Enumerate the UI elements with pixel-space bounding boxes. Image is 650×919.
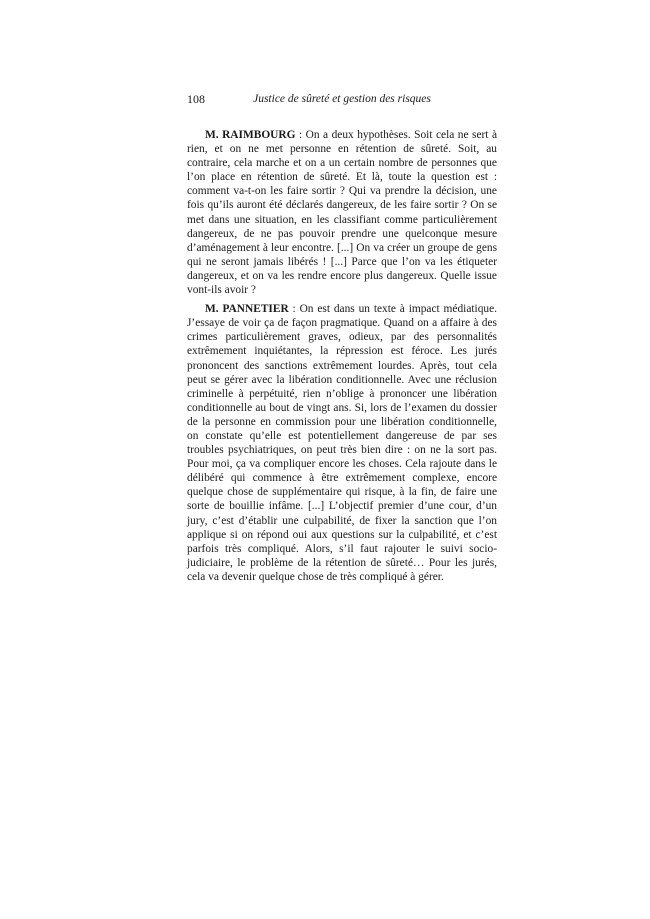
paragraph-raimbourg [187, 128, 497, 297]
paragraph-text: : On a deux hypothèses. Soit cela ne sert à rien, et on ne met personne en rétention de sûreté. Soit, au contraire, cela marche et on a un certain nombre de personnes que l’on place en rétention de sûreté. Et là, toute la question est : comment va-t-on les faire sortir ? Qui va prendre la décision, une fois qu’ils auront été déclarés dangereux, de les faire sortir ? On se met dans une situation, en les classifiant comme particulièrement dangereux, de ne pas pouvoir prendre une quelconque mesure d’aménagement à leur encontre. [...] On va créer un groupe de gens qui ne seront jamais libérés ! [...] Parce que l’on va les étiqueter dangereux, et on va les rendre encore plus dangereux. Quelle issue vont-ils avoir ? [187, 129, 498, 297]
page-number: 108 [187, 92, 205, 106]
paragraph-text: : On est dans un texte à impact médiatique. J’essaye de voir ça de façon pragmatique. Quand on a affaire à des crimes particulièrement graves, odieux, par des personnalités extrêmement inquiétantes, la répression est féroce. Les jurés prononcent des sanctions extrêmement lourdes. Après, tout cela peut se gérer avec la libération conditionnelle. Avec une réclusion criminelle à perpétuité, rien n’oblige à prononcer une libération conditionnelle au bout de vingt ans. Si, lors de l’examen du dossier de la personne en commission pour une libération conditionnelle, on constate qu’elle est potentiellement dangereuse de par ses troubles psychiatriques, on peut très bien dire : on ne la sort pas. Pour moi, ça va compliquer encore les choses. Cela rajoute dans le délibéré qui commence à être extrêmement complexe, encore quelque chose de supplémentaire qui risque, à la fin, de faire une sorte de bouillie infâme. [...] L’objectif premier d’une cour, d’un jury, c’est d’établir une culpabilité, de fixer la sanction que l’on applique si on répond oui aux questions sur la culpabilité, et c’est parfois très compliqué. Alors, s’il faut rajouter le suivi socio-judiciaire, le problème de la rétention de sûreté… Pour les jurés, cela va devenir quelque chose de très compliqué à gérer. [187, 303, 498, 583]
body-text [187, 128, 497, 589]
speaker-name: M. PANNETIER [205, 303, 289, 316]
paragraph-pannetier [187, 302, 497, 584]
running-header [187, 91, 497, 107]
speaker-name: M. RAIMBOURG [205, 129, 296, 141]
running-title: Justice de sûreté et gestion des risques [253, 93, 431, 105]
